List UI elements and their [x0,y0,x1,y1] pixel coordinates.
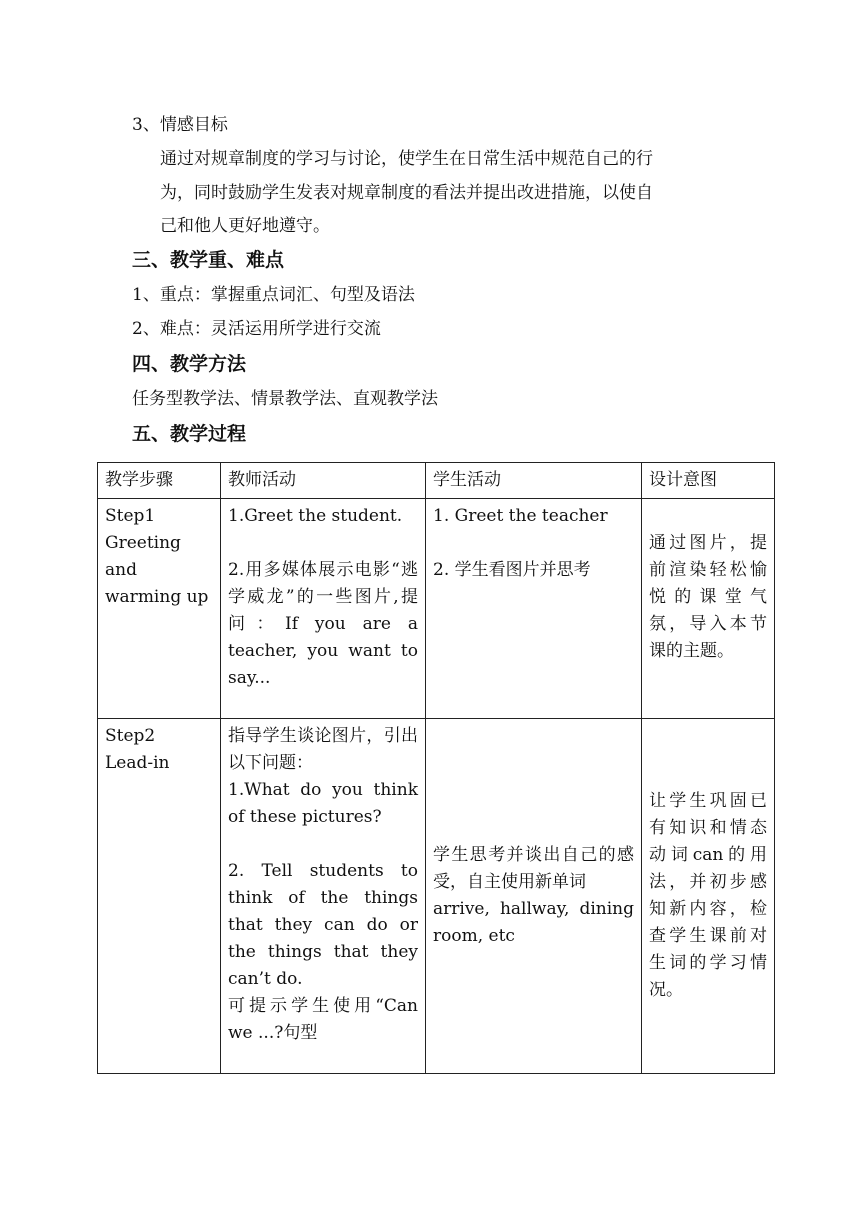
key-point: 1、重点：掌握重点词汇、句型及语法 [132,285,415,305]
student-activity-2: arrive, hallway, dining room, etc [433,899,634,946]
student-activity-1: 1. Greet the teacher [433,506,608,526]
header-student: 学生活动 [426,463,642,499]
student-activity-cell [426,499,642,719]
header-teacher: 教师活动 [221,463,426,499]
table-row [98,499,775,719]
affective-line-3: 己和他人更好地遵守。 [160,216,330,236]
teaching-process-table [97,462,775,1074]
step-cell [98,499,221,719]
step-label: Step1 [105,506,156,526]
design-intent: 让学生巩固已有知识和情态动词can的用法，并初步感知新内容，检查学生课前对生词的学习情况。 [649,791,767,1000]
step-name-line-1: Greeting and [105,533,181,580]
design-intent: 通过图片，提前渲染轻松愉悦的课堂气氛，导入本节课的主题。 [649,533,767,661]
affective-line-1: 通过对规章制度的学习与讨论，使学生在日常生活中规范自己的行 [160,149,653,169]
design-intent-cell [642,499,775,719]
step-name-line-1: Lead-in [105,753,170,773]
teacher-activity-2: 1.What do you think of these pictures? [228,780,418,827]
table-header-row [98,463,775,499]
design-intent-cell [642,719,775,1074]
teaching-methods: 任务型教学法、情景教学法、直观教学法 [132,389,438,409]
section-4-title: 四、教学方法 [132,353,247,375]
section-3-title: 三、教学重、难点 [132,249,285,271]
student-activity-1: 学生思考并谈出自己的感受，自主使用新单词 [433,845,634,892]
difficult-point: 2、难点：灵活运用所学进行交流 [132,319,381,339]
step-label: Step2 [105,726,156,746]
header-intent: 设计意图 [642,463,775,499]
step-name-line-2: warming up [105,587,209,607]
teacher-activity-1: 1.Greet the student. [228,506,403,526]
header-step: 教学步骤 [98,463,221,499]
teacher-activity-3: 2. Tell students to think of the things that they can do or the things that they can’t do. [228,861,418,989]
student-activity-cell [426,719,642,1074]
affective-line-2: 为，同时鼓励学生发表对规章制度的看法并提出改进措施，以使自 [160,183,653,203]
teacher-activity-cell [221,719,426,1074]
student-activity-2: 2. 学生看图片并思考 [433,560,591,580]
section-5-title: 五、教学过程 [132,423,247,445]
table-row [98,719,775,1074]
teacher-activity-4: 可提示学生使用“Can we ...?句型 [228,996,418,1043]
affective-heading: 3、情感目标 [132,115,228,135]
teacher-activity-1: 指导学生谈论图片，引出以下问题： [228,726,418,773]
teacher-activity-cell [221,499,426,719]
step-cell [98,719,221,1074]
teacher-activity-2: 2.用多媒体展示电影“逃学威龙”的一些图片,提问：If you are a teacher, you want to say... [228,560,418,688]
